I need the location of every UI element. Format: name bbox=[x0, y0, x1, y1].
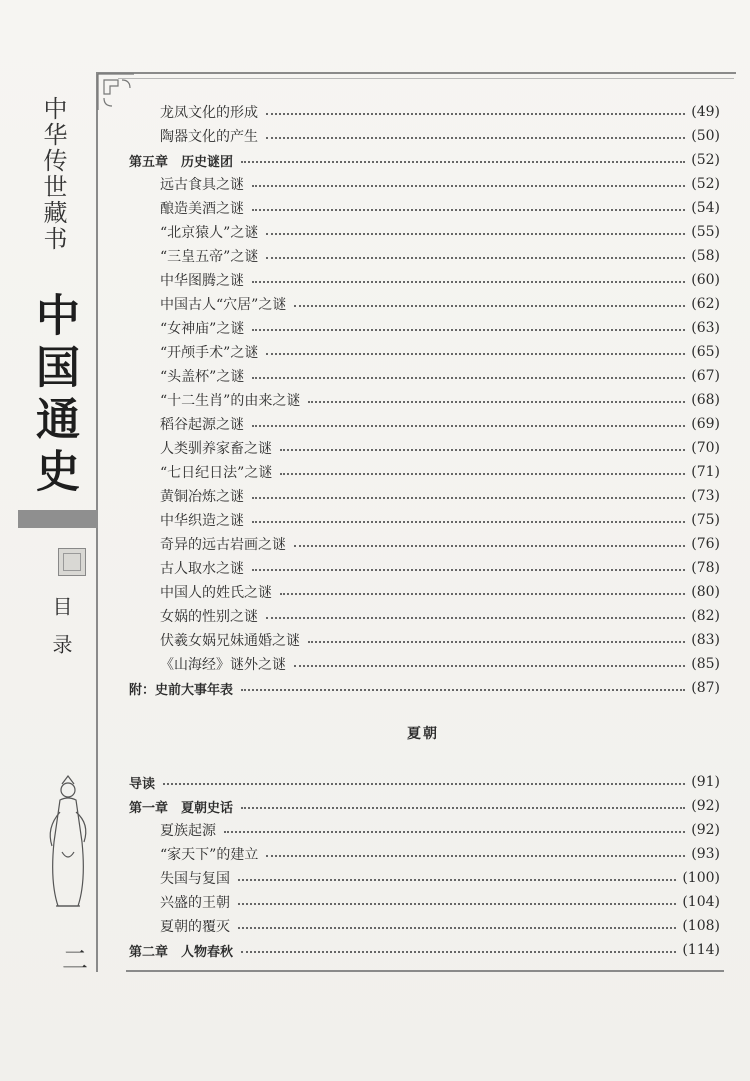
toc-leader-dots bbox=[280, 473, 685, 475]
toc-leader-dots bbox=[252, 185, 685, 187]
toc-entry-page: (73) bbox=[691, 488, 720, 504]
toc-entry-page: (93) bbox=[691, 846, 720, 862]
toc-leader-dots bbox=[252, 377, 685, 379]
toc-entry bbox=[126, 628, 720, 652]
toc-entry bbox=[126, 604, 720, 628]
toc-entry bbox=[126, 412, 720, 436]
toc-entry-title: “北京猿人”之谜 bbox=[160, 225, 259, 241]
toc-entry-title: 中华图腾之谜 bbox=[160, 273, 244, 289]
toc-entry-title: 酿造美酒之谜 bbox=[160, 201, 244, 217]
toc-entry bbox=[126, 364, 720, 388]
toc-entry bbox=[126, 100, 720, 124]
toc-leader-dots bbox=[266, 137, 685, 139]
toc-leader-dots bbox=[252, 329, 685, 331]
toc-entry bbox=[126, 532, 720, 556]
toc-entry-title: 附：史前大事年表 bbox=[129, 682, 234, 698]
toc-entry-title: 中国人的姓氏之谜 bbox=[160, 585, 272, 601]
toc-entry bbox=[126, 196, 720, 220]
toc-entry-title: 中国古人“穴居”之谜 bbox=[160, 297, 287, 313]
toc-entry-page: (82) bbox=[691, 608, 720, 624]
toc-entry-page: (114) bbox=[682, 942, 720, 958]
toc-entry bbox=[126, 818, 720, 842]
toc-entry bbox=[126, 172, 720, 196]
toc-leader-dots bbox=[266, 617, 685, 619]
toc-entry-page: (80) bbox=[691, 584, 720, 600]
toc-entry-title: 第五章 历史谜团 bbox=[129, 154, 234, 170]
series-name: 中华传世藏书 bbox=[39, 96, 67, 252]
sidebar-gray-band bbox=[18, 510, 98, 528]
toc-entry-page: (83) bbox=[691, 632, 720, 648]
toc-leader-dots bbox=[241, 951, 676, 953]
toc-leader-dots bbox=[266, 233, 685, 235]
toc-entry-page: (63) bbox=[691, 320, 720, 336]
toc-entry-page: (100) bbox=[682, 870, 720, 886]
toc-entry-page: (92) bbox=[691, 822, 720, 838]
toc-leader-dots bbox=[266, 257, 685, 259]
toc-entry bbox=[126, 244, 720, 268]
toc-leader-dots bbox=[238, 903, 676, 905]
toc-entry bbox=[126, 220, 720, 244]
section-heading: 夏朝 bbox=[407, 726, 439, 742]
toc-entry bbox=[126, 556, 720, 580]
toc-entry bbox=[126, 484, 720, 508]
toc-entry-title: “七日纪日法”之谜 bbox=[160, 465, 273, 481]
toc-entry-title: “十二生肖”的由来之谜 bbox=[160, 393, 301, 409]
toc-leader-dots bbox=[266, 113, 685, 115]
book-title: 中国通史 bbox=[28, 292, 79, 500]
toc-entry-title: 中华织造之谜 bbox=[160, 513, 244, 529]
toc-entry-title: “头盖杯”之谜 bbox=[160, 369, 245, 385]
toc-entry-page: (50) bbox=[691, 128, 720, 144]
toc-leader-dots bbox=[280, 593, 685, 595]
toc-entry-page: (91) bbox=[691, 774, 720, 790]
toc-entry bbox=[126, 124, 720, 148]
toc-entry-page: (71) bbox=[691, 464, 720, 480]
toc-entry-title: 夏族起源 bbox=[160, 823, 216, 839]
toc-entry-page: (78) bbox=[691, 560, 720, 576]
toc-entry bbox=[126, 148, 720, 172]
toc-leader-dots bbox=[266, 353, 685, 355]
toc-leader-dots bbox=[294, 665, 685, 667]
toc-leader-dots bbox=[308, 401, 685, 403]
toc-entry-page: (62) bbox=[691, 296, 720, 312]
toc-entry bbox=[126, 938, 720, 962]
toc-entry bbox=[126, 842, 720, 866]
toc-entry-page: (76) bbox=[691, 536, 720, 552]
toc-leader-dots bbox=[241, 161, 685, 163]
seal-icon bbox=[58, 548, 86, 576]
toc-entry-page: (75) bbox=[691, 512, 720, 528]
toc-entry bbox=[126, 652, 720, 676]
toc-leader-dots bbox=[252, 521, 685, 523]
toc-entry-title: “家天下”的建立 bbox=[160, 847, 259, 863]
toc-entry bbox=[126, 292, 720, 316]
toc-entry-title: 人类驯养家畜之谜 bbox=[160, 441, 272, 457]
toc-entry-title: 稻谷起源之谜 bbox=[160, 417, 244, 433]
toc-entry-title: 黄铜冶炼之谜 bbox=[160, 489, 244, 505]
toc-leader-dots bbox=[238, 879, 676, 881]
toc-entry-title: 导读 bbox=[129, 776, 156, 792]
toc-entry-title: 奇异的远古岩画之谜 bbox=[160, 537, 286, 553]
toc-entry bbox=[126, 316, 720, 340]
toc-entry bbox=[126, 770, 720, 794]
toc-leader-dots bbox=[294, 545, 685, 547]
toc-entry-page: (92) bbox=[691, 798, 720, 814]
toc-entry-page: (52) bbox=[691, 152, 720, 168]
toc-label: 目录 bbox=[49, 596, 73, 672]
toc-entry-title: 龙凤文化的形成 bbox=[160, 105, 258, 121]
toc-entry-page: (85) bbox=[691, 656, 720, 672]
toc-entry-page: (54) bbox=[691, 200, 720, 216]
toc-entry-title: 第二章 人物春秋 bbox=[129, 944, 234, 960]
toc-entry-title: 《山海经》谜外之谜 bbox=[160, 657, 286, 673]
toc-entry bbox=[126, 866, 720, 890]
toc-list-part2 bbox=[126, 770, 720, 962]
toc-entry-page: (67) bbox=[691, 368, 720, 384]
toc-entry bbox=[126, 340, 720, 364]
toc-entry-page: (108) bbox=[682, 918, 720, 934]
toc-entry-page: (104) bbox=[682, 894, 720, 910]
toc-entry-title: “三皇五帝”之谜 bbox=[160, 249, 259, 265]
toc-leader-dots bbox=[224, 831, 685, 833]
toc-leader-dots bbox=[163, 783, 685, 785]
toc-entry-title: 古人取水之谜 bbox=[160, 561, 244, 577]
toc-leader-dots bbox=[308, 641, 685, 643]
toc-leader-dots bbox=[241, 807, 685, 809]
toc-entry-title: 失国与复国 bbox=[160, 871, 230, 887]
toc-entry-title: 第一章 夏朝史话 bbox=[129, 800, 234, 816]
toc-leader-dots bbox=[280, 449, 685, 451]
toc-entry-title: 兴盛的王朝 bbox=[160, 895, 230, 911]
toc-entry-page: (87) bbox=[691, 680, 720, 696]
page-number: 二 bbox=[61, 946, 88, 976]
toc-leader-dots bbox=[252, 425, 685, 427]
toc-list-part1 bbox=[126, 100, 720, 700]
toc-entry-page: (70) bbox=[691, 440, 720, 456]
toc-leader-dots bbox=[294, 305, 685, 307]
toc-entry-page: (60) bbox=[691, 272, 720, 288]
ancient-figure-illustration bbox=[38, 772, 98, 912]
toc-leader-dots bbox=[241, 689, 685, 691]
toc-entry bbox=[126, 676, 720, 700]
toc-entry-page: (69) bbox=[691, 416, 720, 432]
toc-entry bbox=[126, 914, 720, 938]
toc-entry bbox=[126, 388, 720, 412]
toc-entry bbox=[126, 508, 720, 532]
toc-entry-page: (49) bbox=[691, 104, 720, 120]
toc-leader-dots bbox=[252, 281, 685, 283]
toc-entry bbox=[126, 890, 720, 914]
toc-leader-dots bbox=[238, 927, 676, 929]
toc-entry-title: 陶器文化的产生 bbox=[160, 129, 258, 145]
toc-entry bbox=[126, 436, 720, 460]
toc-entry-title: 女娲的性别之谜 bbox=[160, 609, 258, 625]
toc-entry-page: (55) bbox=[691, 224, 720, 240]
toc-leader-dots bbox=[252, 209, 685, 211]
frame-top-rule bbox=[96, 72, 736, 74]
toc-entry bbox=[126, 268, 720, 292]
toc-leader-dots bbox=[252, 569, 685, 571]
toc-entry bbox=[126, 794, 720, 818]
toc-entry-page: (58) bbox=[691, 248, 720, 264]
frame-inner-rule bbox=[118, 78, 734, 79]
toc-leader-dots bbox=[266, 855, 685, 857]
toc-entry-title: 伏羲女娲兄妹通婚之谜 bbox=[160, 633, 300, 649]
toc-entry-title: 夏朝的覆灭 bbox=[160, 919, 230, 935]
toc-entry-page: (68) bbox=[691, 392, 720, 408]
toc-entry-page: (52) bbox=[691, 176, 720, 192]
toc-entry-title: “开颅手术”之谜 bbox=[160, 345, 259, 361]
toc-entry-title: “女神庙”之谜 bbox=[160, 321, 245, 337]
toc-entry bbox=[126, 460, 720, 484]
toc-entry bbox=[126, 580, 720, 604]
toc-entry-title: 远古食具之谜 bbox=[160, 177, 244, 193]
toc-entry-page: (65) bbox=[691, 344, 720, 360]
toc-leader-dots bbox=[252, 497, 685, 499]
bottom-rule bbox=[126, 970, 724, 972]
